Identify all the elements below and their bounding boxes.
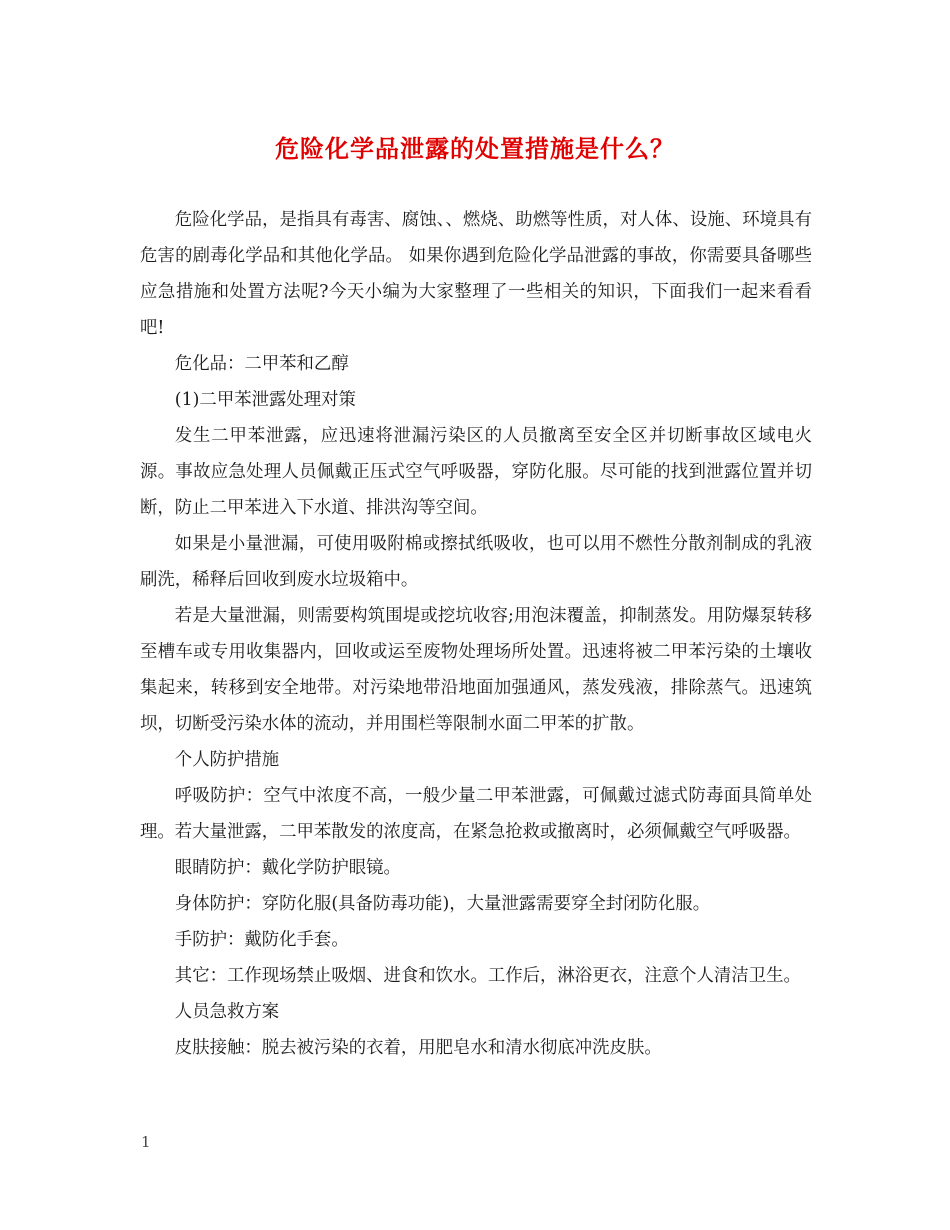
paragraph-small-leak: 如果是小量泄漏，可使用吸附棉或擦拭纸吸收，也可以用不燃性分散剂制成的乳液刷洗，稀释后回收到废水垃圾箱中。 — [140, 534, 812, 590]
paragraph-hand-protection: 手防护：戴防化手套。 — [174, 930, 349, 950]
paragraph-respiratory-protection: 呼吸防护：空气中浓度不高，一般少量二甲苯泄露，可佩戴过滤式防毒面具简单处理。若大量泄露，二甲苯散发的浓度高，在紧急抢救或撤离时，必须佩戴空气呼吸器。 — [140, 786, 812, 842]
paragraph-other-protection: 其它：工作现场禁止吸烟、进食和饮水。工作后，淋浴更衣，注意个人清洁卫生。 — [174, 966, 801, 986]
section-heading-personal-protection: 个人防护措施 — [174, 750, 280, 770]
section-heading-first-aid: 人员急救方案 — [174, 1002, 280, 1022]
page-title: 危险化学品泄露的处置措施是什么？ — [275, 134, 675, 163]
paragraph-skin-contact: 皮肤接触：脱去被污染的衣着，用肥皂水和清水彻底冲洗皮肤。 — [174, 1038, 662, 1058]
page-number: 1 — [141, 1133, 151, 1151]
document-body — [140, 202, 812, 1066]
paragraph-leak-response: 发生二甲苯泄露，应迅速将泄漏污染区的人员撤离至安全区并切断事故区域电火源。事故应急处理人员佩戴正压式空气呼吸器，穿防化服。尽可能的找到泄露位置并切断，防止二甲苯进入下水道、排洪沟等空间。 — [140, 426, 812, 518]
paragraph-large-leak: 若是大量泄漏，则需要构筑围堤或挖坑收容;用泡沫覆盖，抑制蒸发。用防爆泵转移至槽车或专用收集器内，回收或运至废物处理场所处置。迅速将被二甲苯污染的土壤收集起来，转移到安全地带。对污染地带沿地面加强通风，蒸发残液，排除蒸气。迅速筑坝，切断受污染水体的流动，并用围栏等限制水面二甲苯的扩散。 — [140, 606, 812, 734]
paragraph-body-protection: 身体防护：穿防化服(具备防毒功能)，大量泄露需要穿全封闭防化服。 — [174, 894, 711, 914]
paragraph-intro: 危险化学品，是指具有毒害、腐蚀、、燃烧、助燃等性质，对人体、设施、环境具有危害的剧毒化学品和其他化学品。 如果你遇到危险化学品泄露的事故，你需要具备哪些应急措施和处置方法呢?今天小编为大家整理了一些相关的知识，下面我们一起来看看吧! — [140, 210, 812, 338]
paragraph-eye-protection: 眼睛防护：戴化学防护眼镜。 — [174, 858, 401, 878]
paragraph-hazard-substances: 危化品：二甲苯和乙醇 — [174, 354, 349, 374]
section-heading-xylene-leak: (1)二甲苯泄露处理对策 — [174, 390, 356, 410]
